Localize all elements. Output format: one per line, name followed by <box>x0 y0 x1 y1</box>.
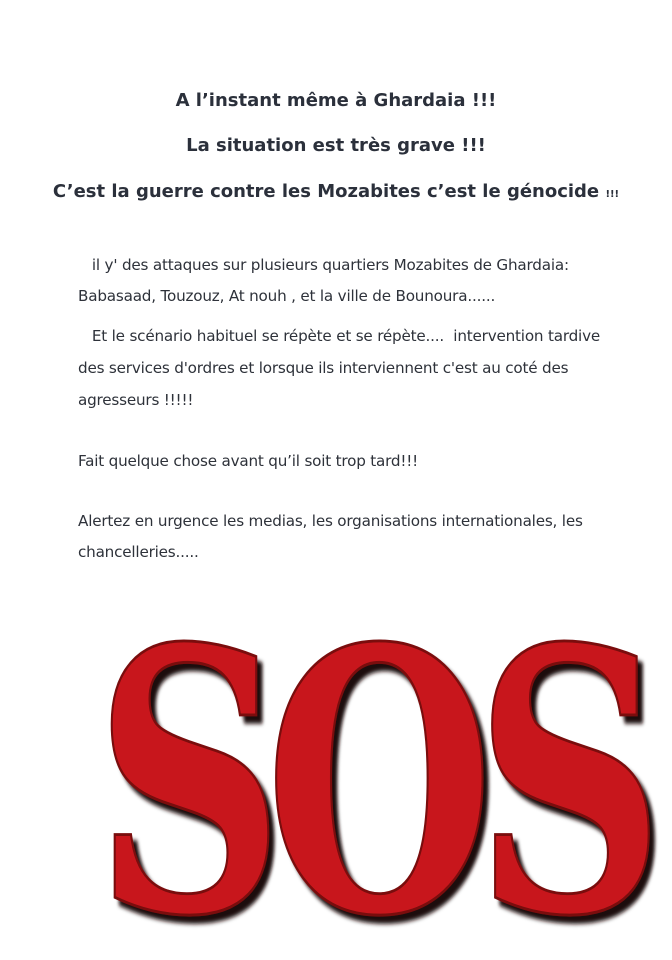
body-line: Fait quelque chose avant qu’il soit trop tard!!! <box>78 452 419 470</box>
heading-line-3-suffix: !!! <box>605 189 620 200</box>
body-line: Babasaad, Touzouz, At nouh , et la ville de Bounoura...... <box>78 287 496 305</box>
body-line: il y' des attaques sur plusieurs quartiers Mozabites de Ghardaia: <box>78 256 569 274</box>
heading-line-2: La situation est très grave !!! <box>186 135 486 156</box>
body-line: des services d'ordres et lorsque ils interviennent c'est au coté des <box>78 359 569 377</box>
body-line: Alertez en urgence les medias, les organisations internationales, les <box>78 512 583 530</box>
heading-line-3-text: C’est la guerre contre les Mozabites c’est le génocide <box>52 181 600 202</box>
sos-logo <box>80 590 660 940</box>
heading-line-3 <box>0 181 672 202</box>
heading-line-1: A l’instant même à Ghardaia !!! <box>175 90 497 111</box>
body-line: chancelleries..... <box>78 543 199 561</box>
body-line: Et le scénario habituel se répète et se répète.... intervention tardive <box>78 327 600 345</box>
body-line: agresseurs !!!!! <box>78 391 194 409</box>
sos-logo-text: SOS <box>94 590 646 940</box>
